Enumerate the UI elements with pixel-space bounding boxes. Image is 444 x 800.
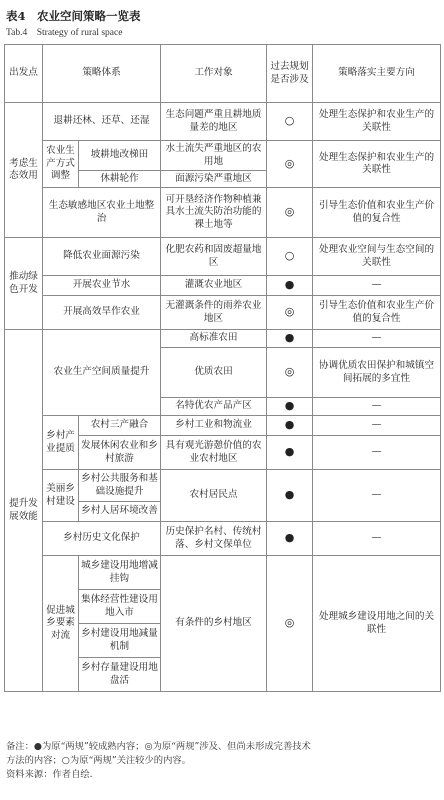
cell-system: 退耕还林、还草、还湿 [43, 103, 161, 141]
strategy-table [4, 44, 441, 692]
cell-target: 优质农田 [161, 348, 267, 398]
header-covered: 过去规划是否涉及 [267, 45, 313, 103]
cell-covered: ◎ [267, 296, 313, 330]
table-row [5, 416, 441, 436]
cell-system: 乡村人居环境改善 [79, 502, 161, 522]
table-caption-zh: 表4 农业空间策略一览表 [6, 9, 141, 23]
cell-target: 灌溉农业地区 [161, 276, 267, 296]
cell-covered: ○ [267, 103, 313, 141]
cell-target: 具有观光游憩价值的农业农村地区 [161, 436, 267, 470]
cell-direction: — [313, 398, 441, 416]
cell-system: 农业生产空间质量提升 [43, 330, 161, 416]
cell-target: 无灌溉条件的雨养农业地区 [161, 296, 267, 330]
group-eco: 考虑生态效用 [5, 103, 43, 238]
cell-direction: 处理生态保护和农业生产的关联性 [313, 141, 441, 188]
cell-system: 乡村公共服务和基础设施提升 [79, 470, 161, 502]
cell-target: 水土流失严重地区的农用地 [161, 141, 267, 171]
cell-system: 乡村建设用地减量机制 [79, 624, 161, 658]
cell-direction: 引导生态价值和农业生产价值的复合性 [313, 188, 441, 238]
cell-direction: 处理城乡建设用地之间的关联性 [313, 556, 441, 692]
table-row [5, 556, 441, 590]
cell-covered: ● [267, 330, 313, 348]
cell-system: 集体经营性建设用地入市 [79, 590, 161, 624]
header-origin: 出发点 [5, 45, 43, 103]
cell-system: 发展休闲农业和乡村旅游 [79, 436, 161, 470]
cell-system: 生态敏感地区农业土地整治 [43, 188, 161, 238]
table-row [5, 276, 441, 296]
group-green: 推动绿色开发 [5, 238, 43, 330]
cell-target: 可开垦经济作物种植兼具水土流失防治功能的裸土地等 [161, 188, 267, 238]
table-row [5, 330, 441, 348]
cell-target: 历史保护名村、传统村落、乡村文保单位 [161, 522, 267, 556]
cell-target: 乡村工业和物流业 [161, 416, 267, 436]
cell-direction: — [313, 416, 441, 436]
cell-covered: ● [267, 436, 313, 470]
cell-direction: — [313, 522, 441, 556]
header-target: 工作对象 [161, 45, 267, 103]
cell-target: 化肥农药和固废超量地区 [161, 238, 267, 276]
note-source: 资料来源：作者自绘. [6, 769, 93, 780]
cell-system: 降低农业面源污染 [43, 238, 161, 276]
cell-target: 农村居民点 [161, 470, 267, 522]
cell-target: 高标准农田 [161, 330, 267, 348]
cell-subgroup: 农业生产方式调整 [43, 141, 79, 188]
header-direction: 策略落实主要方向 [313, 45, 441, 103]
cell-covered: ● [267, 522, 313, 556]
cell-covered: ● [267, 470, 313, 522]
cell-target: 面源污染严重地区 [161, 171, 267, 188]
cell-direction: 处理生态保护和农业生产的关联性 [313, 103, 441, 141]
cell-system: 乡村存量建设用地盘活 [79, 658, 161, 692]
header-row [5, 45, 441, 103]
table-row [5, 522, 441, 556]
table-row [5, 238, 441, 276]
table-caption-en: Tab.4 Strategy of rural space [6, 28, 123, 38]
cell-system: 农村三产融合 [79, 416, 161, 436]
cell-system: 坡耕地改梯田 [79, 141, 161, 171]
cell-covered: ● [267, 276, 313, 296]
cell-covered: ● [267, 416, 313, 436]
cell-system: 乡村历史文化保护 [43, 522, 161, 556]
cell-direction: 协调优质农田保护和城镇空间拓展的多宜性 [313, 348, 441, 398]
cell-subgroup: 乡村产业提质 [43, 416, 79, 470]
cell-target: 有条件的乡村地区 [161, 556, 267, 692]
cell-system: 城乡建设用地增减挂钩 [79, 556, 161, 590]
cell-target: 名特优农产品产区 [161, 398, 267, 416]
table-row [5, 103, 441, 141]
note-line-1: 备注：●为原“两规”较成熟内容；◎为原“两规”涉及、但尚未形成完善技术 [6, 741, 311, 752]
cell-covered: ◎ [267, 348, 313, 398]
cell-covered: ○ [267, 238, 313, 276]
cell-target: 生态问题严重且耕地质量差的地区 [161, 103, 267, 141]
table-row [5, 296, 441, 330]
table-row [5, 470, 441, 502]
note-line-2: 方法的内容；○为原“两规”关注较少的内容。 [6, 755, 191, 766]
cell-subgroup: 美丽乡村建设 [43, 470, 79, 522]
cell-covered: ◎ [267, 188, 313, 238]
cell-system: 休耕轮作 [79, 171, 161, 188]
cell-covered: ● [267, 398, 313, 416]
cell-direction: 引导生态价值和农业生产价值的复合性 [313, 296, 441, 330]
cell-covered: ◎ [267, 556, 313, 692]
cell-subgroup: 促进城乡要素对流 [43, 556, 79, 692]
cell-direction: — [313, 470, 441, 522]
cell-direction: — [313, 436, 441, 470]
cell-direction: 处理农业空间与生态空间的关联性 [313, 238, 441, 276]
cell-direction: — [313, 330, 441, 348]
cell-direction: — [313, 276, 441, 296]
cell-system: 开展农业节水 [43, 276, 161, 296]
header-system: 策略体系 [43, 45, 161, 103]
table-row [5, 141, 441, 171]
table-notes [6, 740, 438, 782]
group-dev: 提升发展效能 [5, 330, 43, 692]
table-row [5, 188, 441, 238]
cell-covered: ◎ [267, 141, 313, 188]
cell-system: 开展高效旱作农业 [43, 296, 161, 330]
